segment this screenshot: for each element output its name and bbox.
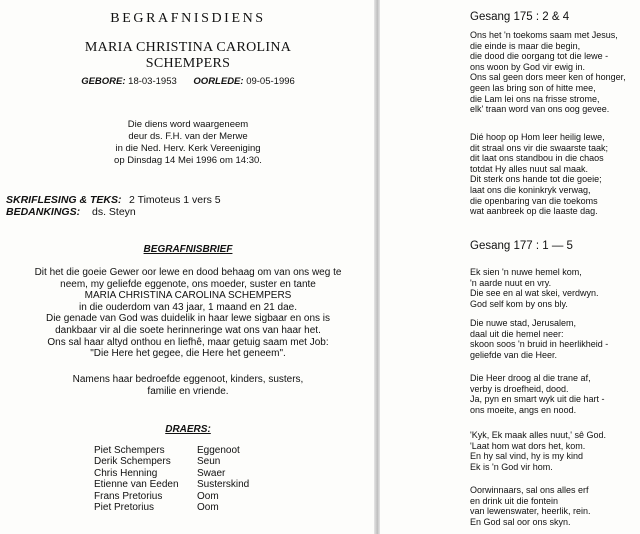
hymn-line: geliefde van die Heer. xyxy=(470,349,558,360)
bearer-name: Derik Schempers xyxy=(94,456,171,468)
bearer-name: Frans Pretorius xyxy=(94,490,163,502)
letter-line: "Die Here het gegee, die Here het geneem". xyxy=(90,348,286,360)
hymn-2-verse-4 xyxy=(470,430,606,472)
born-date: 18-03-1953 xyxy=(128,76,177,87)
hymn-line: En God sal oor ons skyn. xyxy=(470,516,571,527)
hymn-line: Ja, pyn en smart wyk uit die hart - xyxy=(470,394,605,405)
hymn-line: Dié hoop op Hom leer heilig lewe, xyxy=(470,132,605,142)
bearer-name: Piet Schempers xyxy=(94,445,165,456)
hymn-line: Die Heer droog al die trane af, xyxy=(470,373,591,383)
service-line: Die diens word waargeneem xyxy=(127,119,249,130)
letter-line: Die genade van God was duidelik in haar lewe sigbaar en ons is xyxy=(45,313,331,325)
bearer-name: Piet Pretorius xyxy=(94,502,155,514)
hymn-line: Ek sien 'n nuwe hemel kom, xyxy=(470,267,582,277)
letter-line: neem, my geliefde eggenote, ons moeder, suster en tante xyxy=(60,278,316,290)
hymn-line: Oorwinnaars, sal ons alles erf xyxy=(470,485,589,495)
letter-line: dankbaar vir al die soete herinneringe wat ons van haar het. xyxy=(55,324,321,336)
hymn-2-title: Gesang 177 : 1 — 5 xyxy=(470,240,573,252)
name-line-1: MARIA CHRISTINA CAROLINA xyxy=(84,40,292,55)
hymn-line: Ek is 'n God vir hom. xyxy=(470,461,553,472)
brief-title: BEGRAFNISBRIEF xyxy=(143,244,233,255)
thanks-value: ds. Steyn xyxy=(92,206,136,218)
service-line: in die Ned. Herv. Kerk Vereeniging xyxy=(115,143,261,154)
hymn-line: dit laat ons standbou in die chaos xyxy=(470,153,604,164)
hymn-line: 'n aarde nuut en vry. xyxy=(470,277,552,288)
signoff-line: Namens haar bedroefde eggenoot, kinders, susters, xyxy=(72,374,304,385)
thanks-label: BEDANKINGS: xyxy=(6,206,81,218)
letter-line: Ons sal haar altyd onthou en liefhê, maar getuig saam met Job: xyxy=(47,336,329,348)
thanks-row xyxy=(6,206,136,218)
bearers-list xyxy=(94,445,249,513)
hymn-line: Die see en al wat skei, verdwyn. xyxy=(470,288,599,299)
hymn-1-verse-1 xyxy=(470,30,626,115)
letter-line: MARIA CHRISTINA CAROLINA SCHEMPERS xyxy=(84,290,292,302)
hymn-line: laat ons die koninkryk verwag, xyxy=(470,184,591,195)
service-details xyxy=(0,119,376,167)
hymn-line: van lewenswater, heerlik, rein. xyxy=(470,506,591,517)
hymn-line: Ons sal geen dors meer ken of honger, xyxy=(470,72,626,83)
bearer-relation: Oom xyxy=(197,490,219,502)
hymn-line: die einde is maar die begin, xyxy=(470,40,581,51)
bearer-name: Chris Henning xyxy=(94,467,158,479)
hymn-2-verse-2 xyxy=(470,318,608,360)
hymn-2-verse-5 xyxy=(470,485,591,527)
bearer-row xyxy=(94,502,249,513)
hymn-line: die openbaring van die toekoms xyxy=(470,195,598,206)
died-label: OORLEDE: xyxy=(193,76,244,87)
hymn-line: Ons het 'n toekoms saam met Jesus, xyxy=(470,30,618,40)
bearer-relation: Eggenoot xyxy=(197,445,240,456)
name-line-2: SCHEMPERS xyxy=(145,56,231,71)
family-signoff xyxy=(0,374,376,397)
hymn-line: 'Kyk, Ek maak alles nuut,' sê God. xyxy=(470,430,606,440)
hymn-line: die dood die oorgang tot die lewe - xyxy=(470,51,609,62)
letter-line: Dit het die goeie Gewer oor lewe en dood behaag om van ons weg te xyxy=(34,267,342,278)
hymn-line: skoon soos 'n bruid in heerlikheid - xyxy=(470,339,609,350)
hymn-line: En hy sal vind, hy is my kind xyxy=(470,451,584,462)
document-title: BEGRAFNISDIENS xyxy=(110,11,266,26)
service-line: op Dinsdag 14 Mei 1996 om 14:30. xyxy=(114,155,262,166)
bearers-title: DRAERS: xyxy=(165,424,211,435)
hymn-line: elk' traan word van ons oog gevee. xyxy=(470,104,610,115)
hymn-1-title: Gesang 175 : 2 & 4 xyxy=(470,11,570,23)
born-label: GEBORE: xyxy=(81,76,126,87)
hymn-line: God self kom by ons bly. xyxy=(470,298,568,309)
bearer-row xyxy=(94,479,249,490)
hymn-line: verby is droefheid, dood. xyxy=(470,383,569,394)
hymn-line: totdat Hy alles nuut sal maak. xyxy=(470,163,589,174)
hymn-line: wat aanbreek op die laaste dag. xyxy=(470,206,598,217)
deceased-name xyxy=(0,40,376,72)
hymn-2-verse-3 xyxy=(470,373,605,415)
bearer-relation: Seun xyxy=(197,456,221,468)
hymn-line: dit straal ons vir die swaarste taak; xyxy=(470,142,609,153)
bearer-row xyxy=(94,445,249,456)
died-date: 09-05-1996 xyxy=(246,76,295,87)
hymn-1-verse-2 xyxy=(470,132,608,217)
bearer-relation: Swaer xyxy=(197,467,226,479)
bearer-relation: Susterskind xyxy=(197,479,250,491)
reading-row xyxy=(6,194,221,206)
hymn-line: 'Laat hom wat dors het, kom. xyxy=(470,440,586,451)
hymn-line: en drink uit die fontein xyxy=(470,495,559,506)
hymn-line: daal uit die hemel neer: xyxy=(470,328,564,339)
hymn-line: Dit sterk ons hande tot die goeie; xyxy=(470,174,602,185)
bearer-name: Etienne van Eeden xyxy=(94,479,179,491)
hymn-2-verse-1 xyxy=(470,267,599,309)
signoff-line: familie en vriende. xyxy=(147,385,229,397)
letter-line: in die ouderdom van 43 jaar, 1 maand en 21 dae. xyxy=(79,301,297,313)
right-page xyxy=(380,0,640,534)
life-dates xyxy=(0,76,376,87)
bearer-relation: Oom xyxy=(197,502,219,514)
bearer-row xyxy=(94,491,249,502)
hymn-line: ons moeite, angs en nood. xyxy=(470,404,577,415)
reading-label: SKRIFLESING & TEKS: xyxy=(6,194,122,206)
funeral-letter xyxy=(0,267,376,360)
service-line: deur ds. F.H. van der Merwe xyxy=(128,131,248,142)
hymn-line: Die nuwe stad, Jerusalem, xyxy=(470,318,577,328)
hymn-line: die Lam lei ons na frisse strome, xyxy=(470,93,600,104)
hymn-line: geen las bring son of hitte mee, xyxy=(470,82,596,93)
bearer-row xyxy=(94,468,249,479)
hymn-line: ons woon by God vir ewig in. xyxy=(470,61,586,72)
reading-value: 2 Timoteus 1 vers 5 xyxy=(129,194,221,206)
bearer-row xyxy=(94,456,249,467)
